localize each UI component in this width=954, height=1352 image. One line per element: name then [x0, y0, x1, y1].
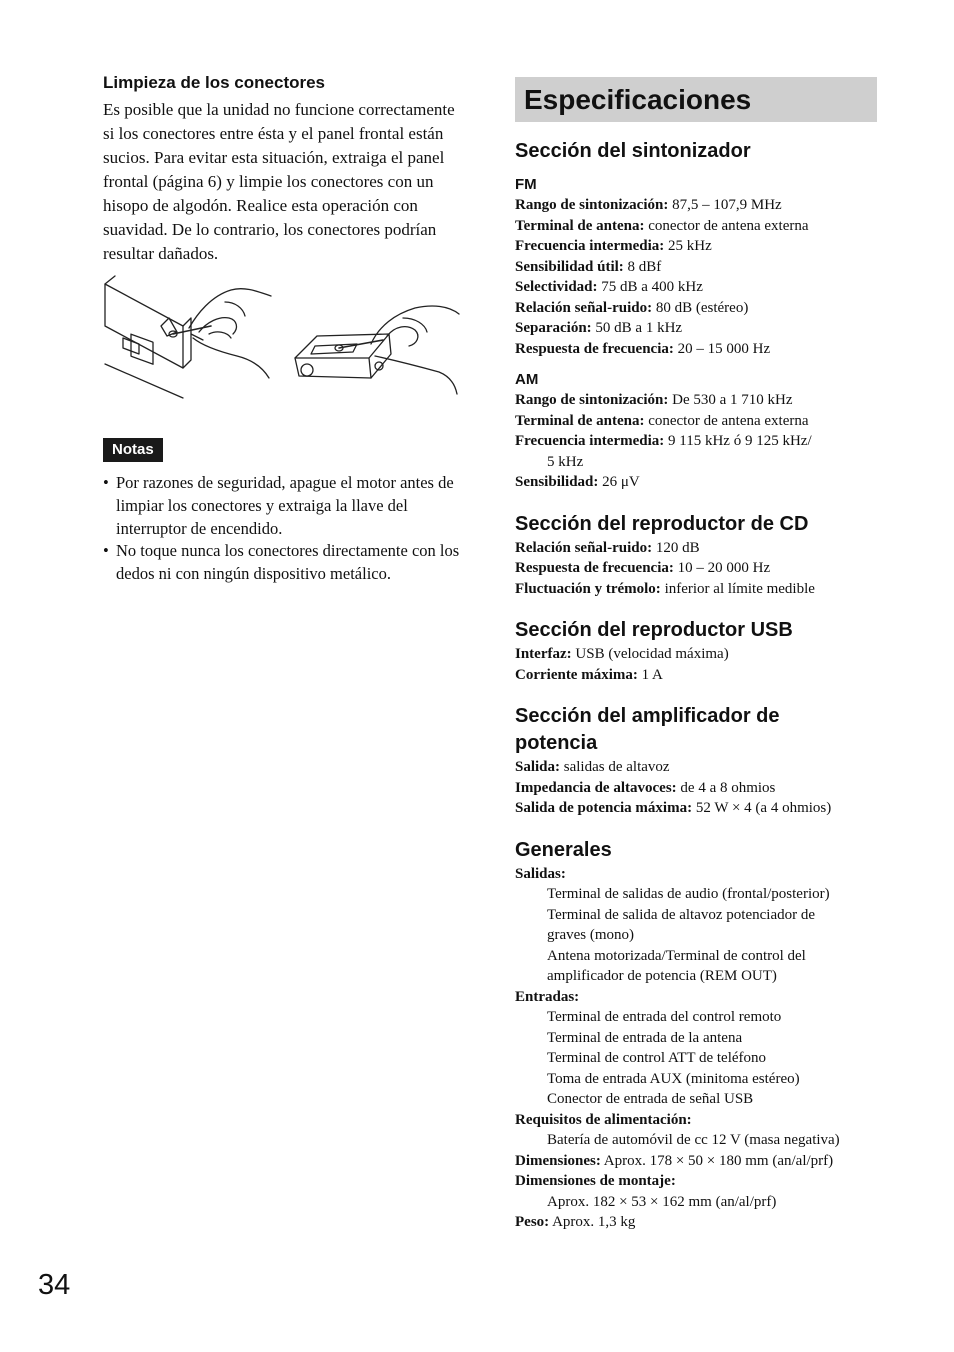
spec-label: Rango de sintonización: [515, 392, 669, 408]
spec-value: de 4 a 8 ohmios [676, 779, 776, 796]
spec-value: 52 W × 4 (a 4 ohmios) [692, 800, 832, 816]
spec-label: Separación: [515, 320, 592, 336]
tuner-section [515, 138, 877, 493]
amplifier-heading-line2: potencia [515, 732, 598, 754]
spec-row [515, 579, 877, 600]
general-heading: Generales [515, 838, 612, 861]
spec-row [515, 798, 877, 819]
mount-dimensions-value: Aprox. 182 × 53 × 162 mm (an/al/prf) [547, 1193, 777, 1210]
inputs-label: Entradas: [515, 988, 580, 1005]
am-heading: AM [515, 371, 539, 388]
spec-label: Corriente máxima: [515, 666, 638, 683]
spec-row [515, 778, 877, 799]
cleaning-heading: Limpieza de los conectores [103, 73, 326, 92]
am-spec-list [515, 390, 877, 493]
spec-label: Sensibilidad útil: [515, 258, 624, 275]
output-item: graves (mono) [547, 927, 635, 943]
usb-heading: Sección del reproductor USB [515, 619, 793, 641]
input-item: Terminal de entrada de la antena [547, 1029, 743, 1046]
output-item: Antena motorizada/Terminal de control del [547, 947, 806, 964]
spec-row [515, 298, 877, 319]
weight-value: Aprox. 1,3 kg [549, 1214, 636, 1230]
bullet: • [103, 541, 109, 561]
power-label: Requisitos de alimentación: [515, 1111, 692, 1128]
note-item [103, 472, 465, 540]
spec-value: 25 kHz [664, 238, 712, 254]
general-section [515, 837, 877, 1233]
spec-row [515, 236, 877, 257]
spec-row [515, 1212, 877, 1233]
spec-label: Relación señal-ruido: [515, 539, 653, 556]
spec-value: 80 dB (estéreo) [652, 299, 749, 316]
notes-badge: Notas [103, 438, 163, 462]
mount-dimensions-label: Dimensiones de montaje: [515, 1173, 676, 1189]
spec-label: Fluctuación y trémolo: [515, 580, 661, 597]
fm-spec-list [515, 195, 877, 359]
specifications-title: Especificaciones [515, 77, 877, 122]
outputs-label: Salidas: [515, 865, 566, 882]
page-number: 34 [38, 1269, 71, 1301]
output-item: amplificador de potencia (REM OUT) [547, 968, 777, 984]
spec-value: salidas de altavoz [560, 759, 670, 775]
spec-label: Impedancia de altavoces: [515, 779, 677, 796]
spec-row [515, 216, 877, 237]
spec-value: De 530 a 1 710 kHz [668, 392, 793, 408]
output-item: Terminal de salidas de audio (frontal/posterior) [547, 886, 830, 902]
power-value: Batería de automóvil de cc 12 V (masa negativa) [547, 1132, 840, 1148]
spec-value: USB (velocidad máxima) [571, 646, 729, 662]
spec-continuation: 5 kHz [547, 453, 584, 470]
unit-body-shape [105, 284, 183, 368]
spec-label: Salida: [515, 759, 561, 775]
cleaning-paragraph: Es posible que la unidad no funcione correctamente si los conectores entre ésta y el panel frontal están sucios. Para evitar esta situación, extraiga el panel frontal (página 6) y limpie los conectores con un hisopo de algodón. Realice esta operación con suavidad. De lo contrario, los conectores podrían resultar dañados. [103, 100, 455, 263]
spec-value: 87,5 – 107,9 MHz [668, 197, 782, 213]
dimensions-label: Dimensiones: [515, 1152, 601, 1169]
spec-label: Frecuencia intermedia: [515, 433, 665, 449]
output-item: Terminal de salida de altavoz potenciador de [547, 906, 816, 923]
spec-label: Salida de potencia máxima: [515, 800, 693, 816]
notes-list [103, 472, 465, 586]
note-text: Por razones de seguridad, apague el motor antes de limpiar los conectores y extraiga la llave del interruptor de encendido. [116, 473, 454, 538]
right-column [515, 77, 877, 1233]
amplifier-heading [515, 703, 877, 757]
spec-row [515, 390, 877, 411]
spec-value: 1 A [637, 666, 663, 683]
spec-row [515, 644, 877, 665]
spec-value: 20 – 15 000 Hz [673, 340, 771, 357]
spec-row [515, 558, 877, 579]
spec-row [515, 472, 877, 493]
spec-row [515, 1151, 877, 1172]
input-item: Terminal de entrada del control remoto [547, 1009, 782, 1025]
spec-value: 8 dBf [623, 258, 662, 275]
spec-value: 120 dB [652, 539, 700, 556]
amplifier-section [515, 703, 877, 819]
usb-section [515, 617, 877, 685]
spec-row [515, 257, 877, 278]
spec-value: inferior al límite medible [660, 580, 815, 597]
spec-value: 75 dB a 400 kHz [597, 279, 703, 295]
spec-label: Respuesta de frecuencia: [515, 560, 674, 576]
weight-label: Peso: [515, 1214, 550, 1230]
spec-row [515, 665, 877, 686]
bullet: • [103, 473, 109, 492]
spec-label: Terminal de antena: [515, 217, 645, 234]
spec-row [515, 277, 877, 298]
spec-label: Terminal de antena: [515, 412, 645, 429]
spec-value: 50 dB a 1 kHz [591, 320, 683, 336]
spec-row [515, 411, 877, 432]
input-item: Toma de entrada AUX (minitoma estéreo) [547, 1070, 800, 1087]
fm-heading: FM [515, 176, 537, 193]
cd-heading: Sección del reproductor de CD [515, 512, 809, 535]
spec-row [515, 1171, 877, 1192]
spec-row [515, 987, 877, 1008]
spec-value: 26 μV [598, 474, 640, 490]
spec-row [515, 757, 877, 778]
spec-row [515, 318, 877, 339]
connector-cleaning-illustration [103, 274, 461, 402]
spec-row [515, 864, 877, 885]
spec-value: conector de antena externa [644, 217, 809, 234]
spec-label: Relación señal-ruido: [515, 299, 653, 316]
spec-value: 9 115 kHz ó 9 125 kHz/ [664, 433, 812, 449]
spec-row [515, 1110, 877, 1131]
spec-value: 10 – 20 000 Hz [673, 560, 771, 576]
note-text: No toque nunca los conectores directamente con los dedos ni con ningún dispositivo metálico. [116, 541, 460, 584]
spec-label: Frecuencia intermedia: [515, 238, 665, 254]
input-item: Conector de entrada de señal USB [547, 1091, 754, 1107]
spec-label: Respuesta de frecuencia: [515, 340, 674, 357]
left-column [103, 72, 465, 586]
note-item [103, 540, 465, 586]
amplifier-heading-line1: Sección del amplificador de [515, 705, 780, 727]
spec-row [515, 195, 877, 216]
spec-value: conector de antena externa [644, 412, 809, 429]
spec-label: Sensibilidad: [515, 474, 599, 490]
spec-row [515, 339, 877, 360]
tuner-heading: Sección del sintonizador [515, 140, 751, 162]
input-item: Terminal de control ATT de teléfono [547, 1050, 767, 1066]
dimensions-value: Aprox. 178 × 50 × 180 mm (an/al/prf) [600, 1152, 834, 1169]
spec-label: Rango de sintonización: [515, 197, 669, 213]
spec-label: Interfaz: [515, 646, 572, 662]
spec-row [515, 538, 877, 559]
spec-label: Selectividad: [515, 279, 598, 295]
spec-row [515, 431, 877, 452]
cd-section [515, 511, 877, 600]
